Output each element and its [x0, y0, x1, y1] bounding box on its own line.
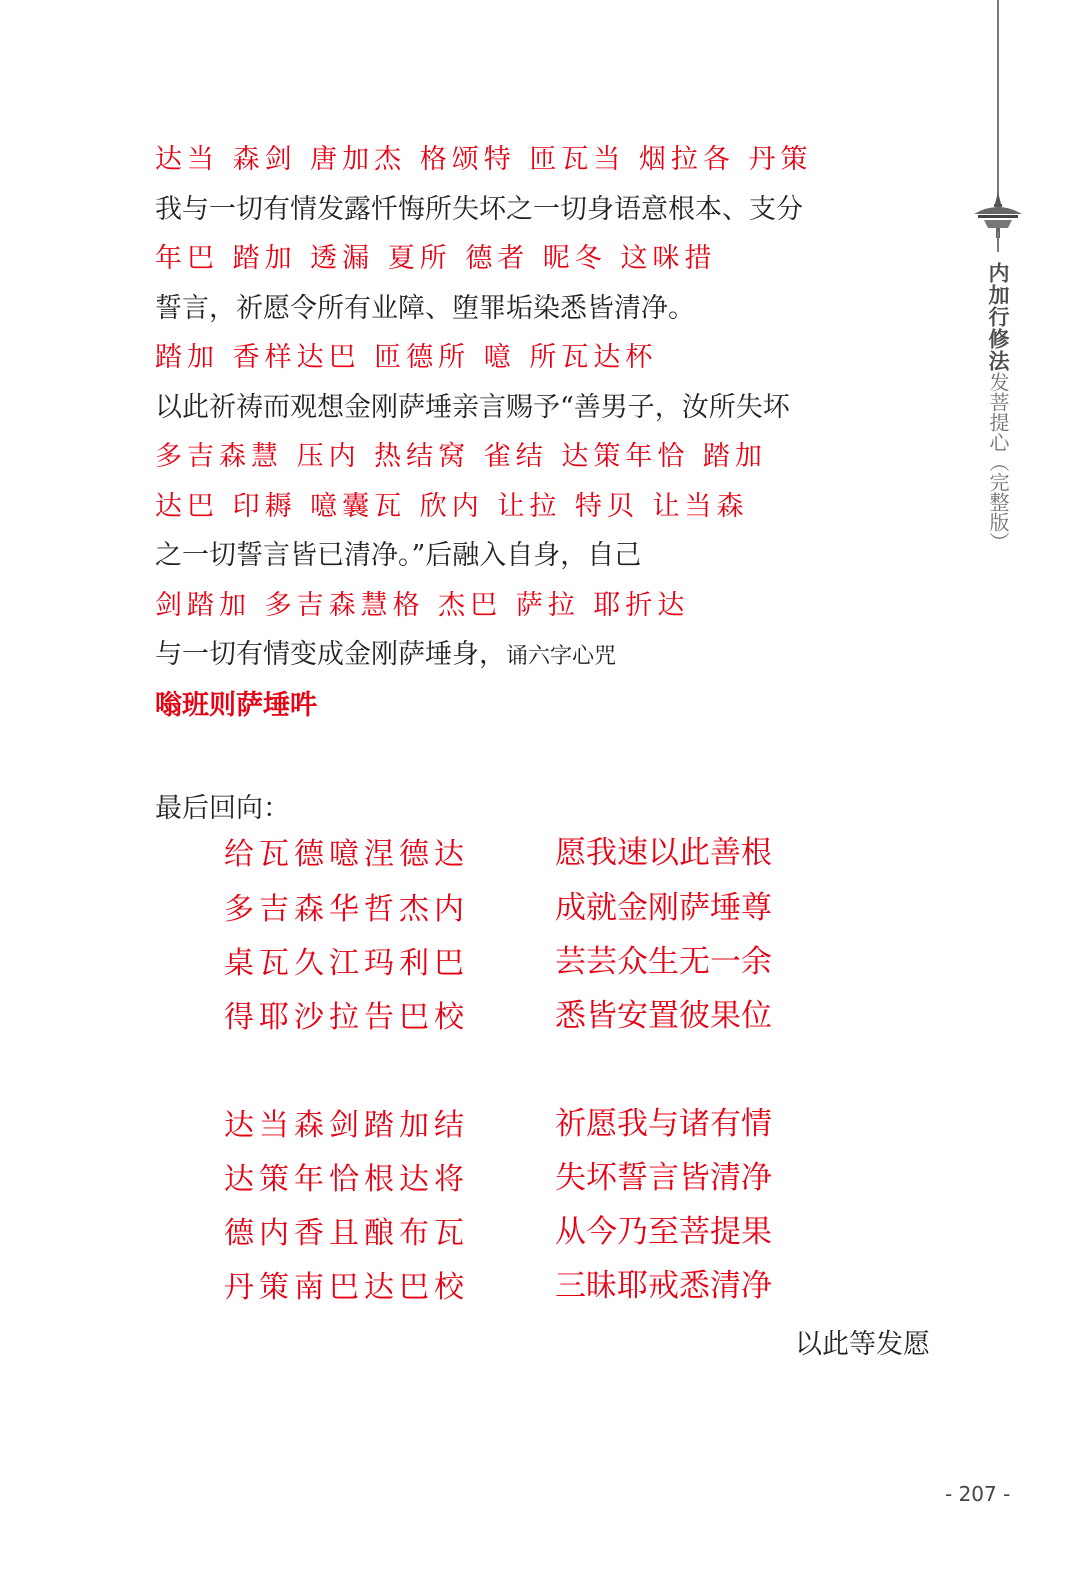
final-line-text: 与一切有情变成金刚萨埵身， — [155, 639, 506, 670]
verse-translation: 成就金刚萨埵尊 — [555, 890, 772, 926]
prayer-line-final — [155, 637, 616, 675]
dedication-heading: 最后回向： — [155, 793, 290, 824]
prayer-line: 我与一切有情发露忏悔所失坏之一切身语意根本、支分 — [155, 194, 803, 225]
verse-translation: 愿我速以此善根 — [555, 835, 772, 871]
verse-transliteration: 给瓦德噫涅德达 — [224, 837, 469, 872]
verse-translation: 三昧耶戒悉清净 — [555, 1268, 772, 1304]
verse-translation: 芸芸众生无一余 — [555, 944, 772, 980]
stupa-ornament-icon — [970, 190, 1026, 238]
verse-transliteration: 得耶沙拉告巴校 — [224, 1000, 469, 1035]
side-rule-line — [997, 0, 999, 195]
verse-translation: 悉皆安置彼果位 — [555, 998, 772, 1034]
verse-translation: 从今乃至菩提果 — [555, 1214, 772, 1250]
verse-transliteration: 达当森剑踏加结 — [224, 1108, 469, 1143]
recitation-note: 诵六字心咒 — [506, 644, 617, 669]
verse-transliteration: 丹策南巴达巴校 — [224, 1270, 469, 1305]
prayer-line: 之一切誓言皆已清净。”后融入自身，自己 — [155, 540, 642, 571]
prayer-line: 誓言，祈愿令所有业障、堕罪垢染悉皆清净。 — [155, 293, 695, 324]
prayer-line: 以此祈祷而观想金刚萨埵亲言赐予“善男子，汝所失坏 — [155, 392, 790, 423]
closing-text: 以此等发愿 — [795, 1329, 930, 1360]
verse-translation: 祈愿我与诸有情 — [555, 1106, 772, 1142]
verse-transliteration: 达策年恰根达将 — [224, 1162, 469, 1197]
six-syllable-mantra: 嗡班则萨埵吽 — [155, 690, 317, 721]
prayer-line: 踏加 香样达巴 匝德所 噫 所瓦达杯 — [155, 342, 658, 373]
running-title: 内加行修法 — [986, 262, 1011, 372]
prayer-line: 达巴 印耨 噫囊瓦 欣内 让拉 特贝 让当森 — [155, 491, 749, 522]
prayer-line: 多吉森慧 压内 热结窝 雀结 达策年恰 踏加 — [155, 441, 767, 472]
verse-translation: 失坏誓言皆清净 — [555, 1160, 772, 1196]
running-subtitle: 发菩提心（完整版） — [986, 372, 1010, 552]
verse-transliteration: 多吉森华哲杰内 — [224, 892, 469, 927]
verse-transliteration: 桌瓦久江玛利巴 — [224, 946, 469, 981]
side-rule-line-lower — [997, 232, 999, 252]
prayer-line: 剑踏加 多吉森慧格 杰巴 萨拉 耶折达 — [155, 590, 690, 621]
prayer-line: 年巴 踏加 透漏 夏所 德者 昵冬 这咪措 — [155, 243, 717, 274]
verse-transliteration: 德内香且酿布瓦 — [224, 1216, 469, 1251]
page-number: - 207 - — [945, 1482, 1011, 1506]
prayer-line: 达当 森剑 唐加杰 格颂特 匝瓦当 烟拉各 丹策 — [155, 144, 813, 175]
